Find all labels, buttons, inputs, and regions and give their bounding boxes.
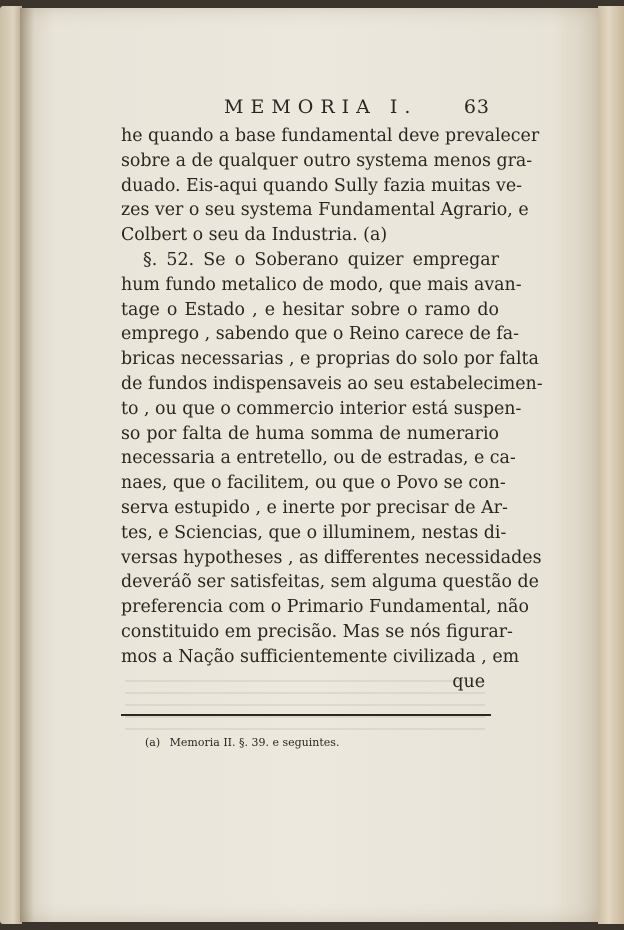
text-line: naes, que o facilitem, ou que o Povo se con- (121, 473, 506, 494)
text-line: serva estupido , e inerte por precisar de Ar- (121, 497, 508, 518)
text-line: tes, e Sciencias, que o illuminem, nestas di- (121, 522, 507, 543)
text-line: sobre a de qualquer outro systema menos gra- (121, 150, 533, 171)
text-line: duado. Eis-aqui quando Sully fazia muitas ve- (121, 175, 523, 196)
body-text (121, 124, 543, 694)
text-line: constituido em precisão. Mas se nós figurar- (121, 621, 513, 642)
footnote (145, 736, 345, 749)
text-line: bricas necessarias , e proprias do solo por falta (121, 349, 539, 370)
text-line: preferencia com o Primario Fundamental, não (121, 597, 529, 618)
text-line: mos a Nação sufficientemente civilizada , em (121, 646, 520, 667)
text-line: so por falta de huma somma de numerario (121, 423, 499, 444)
footnote-rule (121, 714, 491, 716)
show-through-bleed (125, 680, 485, 740)
previous-page-edge (0, 6, 22, 924)
page-fore-edge (598, 6, 624, 924)
text-line: he quando a base fundamental deve prevalecer (121, 126, 540, 146)
text-line: emprego , sabendo que o Reino carece de fa- (121, 324, 519, 345)
text-line: versas hypotheses , as differentes necessidades (121, 547, 542, 568)
text-line: to , ou que o commercio interior está suspen- (121, 398, 522, 419)
text-line: hum fundo metalico de modo, que mais avan- (121, 274, 522, 295)
text-line: necessaria a entretello, ou de estradas, e ca- (121, 448, 516, 469)
text-line: tage o Estado , e hesitar sobre o ramo do (121, 299, 499, 320)
running-head: MEMORIA I. (224, 96, 418, 118)
text-line: deveráõ ser satisfeitas, sem alguma questão de (121, 572, 539, 593)
text-line: Colbert o seu da Industria. (a) (121, 225, 388, 246)
catchword: que (452, 671, 485, 692)
page-number: 63 (463, 96, 490, 118)
page-header (224, 96, 490, 122)
paragraph-start-line: §. 52. Se o Soberano quizer empregar (143, 249, 499, 270)
text-line: zes ver o seu systema Fundamental Agrario, e (121, 200, 529, 221)
footnote-text: Memoria II. §. 39. e seguintes. (169, 736, 340, 749)
text-line: de fundos indispensaveis ao seu estabelecimen- (121, 373, 543, 394)
gutter-shadow (20, 8, 34, 922)
footnote-marker: (a) (145, 736, 161, 749)
